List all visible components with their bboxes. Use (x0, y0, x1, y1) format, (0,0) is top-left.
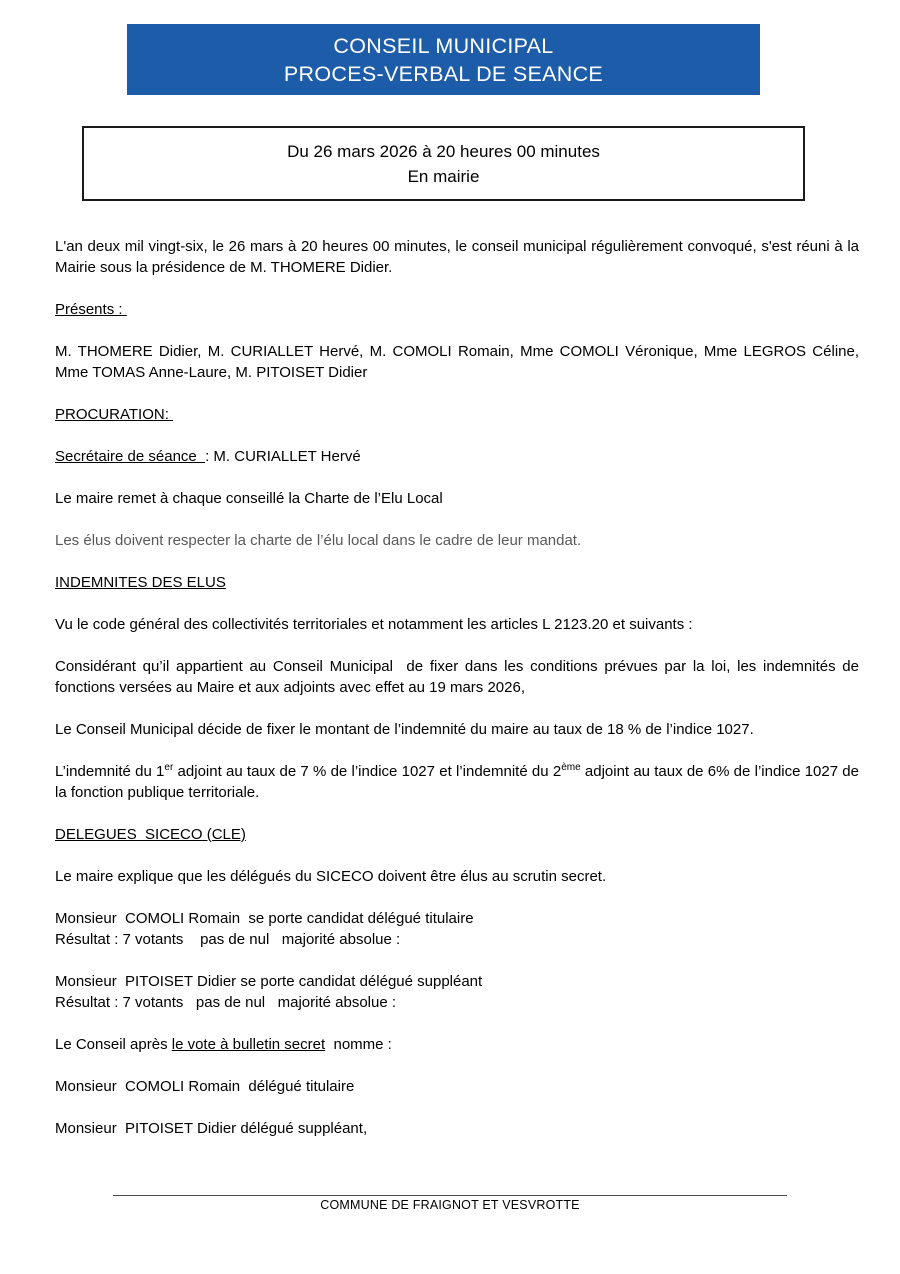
vote-line-a: Le Conseil après (55, 1036, 172, 1053)
delegues-heading-label: DELEGUES SICECO (CLE) (55, 826, 246, 843)
page-footer (0, 1195, 900, 1212)
session-datetime: Du 26 mars 2026 à 20 heures 00 minutes (287, 141, 600, 161)
session-location: En mairie (407, 166, 480, 186)
intro-paragraph: L'an deux mil vingt-six, le 26 mars à 20 heures 00 minutes, le conseil municipal régulièrement convoqué, s'est réuni à la Mairie sous la présidence de M. THOMERE Didier. (55, 238, 864, 276)
candidate1-result: Résultat : 7 votants pas de nul majorité absolue : (55, 931, 401, 948)
session-info-box (82, 126, 805, 201)
presents-heading-label: Présents : (55, 301, 127, 318)
indemnites-p4 (55, 761, 864, 803)
presents-list: M. THOMERE Didier, M. CURIALLET Hervé, M. COMOLI Romain, Mme COMOLI Véronique, Mme LEGROS Céline, Mme TOMAS Anne-Laure, M. PITOISET Didier (55, 343, 864, 381)
banner-title-line1: CONSEIL MUNICIPAL (333, 33, 554, 58)
superscript-er: er (164, 762, 174, 773)
presents-heading (55, 299, 859, 320)
indemnites-p3: Le Conseil Municipal décide de fixer le montant de l’indemnité du maire au taux de 18 % de l’indice 1027. (55, 721, 754, 738)
footer-commune-name: COMMUNE DE FRAIGNOT ET VESVROTTE (320, 1198, 580, 1212)
delegues-intro: Le maire explique que les délégués du SICECO doivent être élus au scrutin secret. (55, 868, 607, 885)
procuration-heading-label: PROCURATION: (55, 406, 174, 423)
nomination1-line: Monsieur COMOLI Romain délégué titulaire (55, 1078, 355, 1095)
document-title-banner (127, 24, 760, 95)
footer-divider (113, 1195, 787, 1196)
procuration-heading (55, 404, 859, 425)
indemnites-p4-b: adjoint au taux de 7 % de l’indice 1027 et l’indemnité du 2 (173, 763, 562, 780)
secretaire-value: : M. CURIALLET Hervé (205, 448, 361, 465)
candidate2-line1: Monsieur PITOISET Didier se porte candidat délégué suppléant (55, 973, 483, 990)
superscript-eme: ème (561, 762, 581, 773)
candidate1-line1: Monsieur COMOLI Romain se porte candidat délégué titulaire (55, 910, 474, 927)
candidate1-block (55, 908, 859, 950)
document-body (55, 236, 864, 1160)
charte-line: Le maire remet à chaque conseillé la Charte de l’Elu Local (55, 490, 443, 507)
vote-line (55, 1034, 859, 1055)
indemnites-p2: Considérant qu’il appartient au Conseil Municipal de fixer dans les conditions prévues par la loi, les indemnités de fonctions versées au Maire et aux adjoints avec effet au 19 mars 2026, (55, 658, 864, 696)
indemnites-heading (55, 572, 859, 593)
indemnites-p4-c: adjoint au taux de 6% de l’indice 1027 de la fonction publique territoriale. (55, 763, 864, 801)
secretaire-label: Secrétaire de séance (55, 448, 206, 465)
charte-note: Les élus doivent respecter la charte de l’élu local dans le cadre de leur mandat. (55, 532, 582, 549)
indemnites-p4-a: L’indemnité du 1 (55, 763, 165, 780)
candidate2-block (55, 971, 859, 1013)
candidate2-result: Résultat : 7 votants pas de nul majorité absolue : (55, 994, 397, 1011)
vote-line-b: nomme : (325, 1036, 392, 1053)
delegues-heading (55, 824, 859, 845)
indemnites-heading-label: INDEMNITES DES ELUS (55, 574, 226, 591)
banner-title-line2: PROCES-VERBAL DE SEANCE (283, 61, 604, 86)
secretaire-line (55, 446, 859, 467)
nomination2-line: Monsieur PITOISET Didier délégué suppléant, (55, 1120, 368, 1137)
vote-line-underlined: le vote à bulletin secret (171, 1036, 326, 1053)
indemnites-p1: Vu le code général des collectivités territoriales et notamment les articles L 2123.20 et suivants : (55, 616, 693, 633)
